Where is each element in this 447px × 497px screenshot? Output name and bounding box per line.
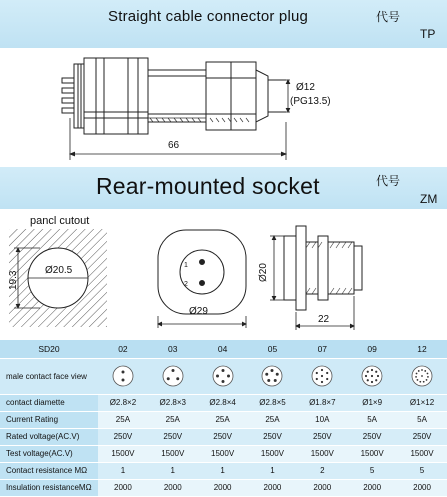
table-cell: 25A [248, 411, 298, 428]
column-header: 07 [297, 340, 347, 358]
socket-title: Rear-mounted socket [96, 173, 320, 199]
contact-pin [221, 369, 224, 372]
plug-length-dim: 66 [168, 140, 180, 151]
table-cell: 2000 [347, 479, 397, 496]
contact-face-icon [310, 364, 334, 388]
column-header: 03 [148, 340, 198, 358]
table-cell: 5 [397, 462, 447, 479]
table-header-label: SD20 [0, 340, 98, 358]
cutout-diameter-dim: Ø20.5 [45, 265, 73, 276]
table-cell: Ø1.8×7 [297, 394, 347, 411]
table-row [0, 394, 447, 411]
contact-pin [417, 379, 419, 381]
table-cell: 1 [248, 462, 298, 479]
table-cell: 2000 [98, 479, 148, 496]
contact-pin [321, 381, 323, 383]
pin-label-1: 1 [184, 262, 188, 269]
table-row [0, 462, 447, 479]
column-header: 09 [347, 340, 397, 358]
contact-face-cell [397, 358, 447, 394]
contact-pin [326, 378, 328, 380]
table-cell: 1500V [397, 445, 447, 462]
plug-title: Straight cable connector plug [108, 8, 309, 25]
table-row [0, 411, 447, 428]
table-cell: Ø2.8×4 [198, 394, 248, 411]
row-label: Contact resistance MΩ [0, 462, 98, 479]
contact-pin [365, 375, 367, 377]
face-view-row [0, 358, 447, 394]
contact-pin [421, 369, 423, 371]
table-cell: 2000 [198, 479, 248, 496]
spec-table [0, 340, 447, 497]
panel-cutout-label: pancl cutout [30, 215, 90, 227]
contact-pin [271, 369, 274, 372]
contact-face-icon [360, 364, 384, 388]
contact-face-cell [297, 358, 347, 394]
contact-pin [415, 376, 417, 378]
contact-pin [326, 372, 328, 374]
contact-pin [375, 379, 377, 381]
contact-face-cell [98, 358, 148, 394]
pin-label-2: 2 [184, 281, 188, 288]
table-cell: 1500V [148, 445, 198, 462]
socket-code-label: 代号 [376, 174, 401, 188]
table-cell: 5A [397, 411, 447, 428]
table-cell: Ø2.8×3 [148, 394, 198, 411]
table-cell: 1500V [198, 445, 248, 462]
contact-pin [266, 373, 269, 376]
contact-pin [316, 378, 318, 380]
table-cell: 25A [98, 411, 148, 428]
contact-face-cell [148, 358, 198, 394]
table-header-row [0, 340, 447, 358]
socket-code: ZM [420, 192, 438, 206]
contact-pin [419, 381, 421, 383]
plug-thread-dim: (PG13.5) [290, 96, 331, 107]
table-cell: Ø1×9 [347, 394, 397, 411]
side-diameter-dim: Ø20 [258, 263, 269, 282]
contact-pin [316, 372, 318, 374]
side-length-dim: 22 [318, 314, 330, 325]
contact-pin [274, 379, 277, 382]
table-row [0, 445, 447, 462]
plug-diameter-dim: Ø12 [296, 82, 315, 93]
contact-pin [276, 373, 279, 376]
plug-code-label: 代号 [376, 10, 401, 24]
contact-pin [121, 379, 124, 382]
contact-pin [427, 376, 429, 378]
contact-pin [321, 375, 323, 377]
table-cell: 250V [98, 428, 148, 445]
contact-pin [421, 375, 423, 377]
table-cell: 1 [98, 462, 148, 479]
contact-face-cell [248, 358, 298, 394]
contact-pin [371, 369, 373, 371]
contact-face-icon [410, 364, 434, 388]
row-label: Insulation resistanceMΩ [0, 479, 98, 496]
contact-pin [221, 380, 224, 383]
contact-pin [167, 377, 170, 380]
column-header: 02 [98, 340, 148, 358]
table-cell: 1500V [98, 445, 148, 462]
table-cell: 250V [397, 428, 447, 445]
row-label: Rated voltage(AC.V) [0, 428, 98, 445]
contact-pin [416, 373, 418, 375]
table-cell: 2 [297, 462, 347, 479]
table-cell: 2000 [397, 479, 447, 496]
contact-pin [377, 375, 379, 377]
contact-face-icon [260, 364, 284, 388]
contact-pin [371, 381, 373, 383]
plug-code: TP [420, 27, 436, 41]
contact-pin [418, 370, 420, 372]
table-cell: 1500V [297, 445, 347, 462]
cutout-height-dim: 19.3 [8, 270, 19, 290]
contact-face-icon [211, 364, 235, 388]
table-row [0, 428, 447, 445]
row-label: Current Rating [0, 411, 98, 428]
face-row-label: male contact face view [0, 358, 98, 394]
column-header: 12 [397, 340, 447, 358]
contact-pin [321, 369, 323, 371]
contact-pin [121, 371, 124, 374]
contact-pin [371, 375, 373, 377]
table-cell: 250V [248, 428, 298, 445]
contact-face-icon [111, 364, 135, 388]
table-cell: 2000 [148, 479, 198, 496]
table-cell: 250V [148, 428, 198, 445]
table-cell: 5A [347, 411, 397, 428]
table-cell: 1 [198, 462, 248, 479]
table-cell: 1 [148, 462, 198, 479]
contact-pin [424, 370, 426, 372]
contact-pin [423, 381, 425, 383]
contact-face-cell [198, 358, 248, 394]
table-cell: 250V [198, 428, 248, 445]
table-cell: 1500V [248, 445, 298, 462]
contact-pin [171, 369, 174, 372]
row-label: contact diamette [0, 394, 98, 411]
flange-diameter-dim: Ø29 [189, 306, 208, 317]
contact-pin [227, 375, 230, 378]
contact-pin [268, 379, 271, 382]
table-cell: 10A [297, 411, 347, 428]
table-cell: Ø2.8×5 [248, 394, 298, 411]
table-row [0, 479, 447, 496]
contact-pin [375, 371, 377, 373]
contact-pin [216, 375, 219, 378]
contact-face-cell [347, 358, 397, 394]
table-cell: Ø2.8×2 [98, 394, 148, 411]
plug-thread-text: PG13.5 [293, 96, 328, 107]
table-cell: 1500V [347, 445, 397, 462]
contact-pin [367, 379, 369, 381]
table-cell: 5 [347, 462, 397, 479]
contact-pin [426, 379, 428, 381]
contact-face-icon [161, 364, 185, 388]
table-cell: 25A [198, 411, 248, 428]
column-header: 05 [248, 340, 298, 358]
table-cell: 2000 [297, 479, 347, 496]
contact-pin [427, 373, 429, 375]
column-header: 04 [198, 340, 248, 358]
table-cell: 25A [148, 411, 198, 428]
table-cell: Ø1×12 [397, 394, 447, 411]
table-cell: 250V [297, 428, 347, 445]
contact-pin [367, 371, 369, 373]
table-cell: 2000 [248, 479, 298, 496]
table-cell: 250V [347, 428, 397, 445]
row-label: Test voltage(AC.V) [0, 445, 98, 462]
contact-pin [176, 377, 179, 380]
